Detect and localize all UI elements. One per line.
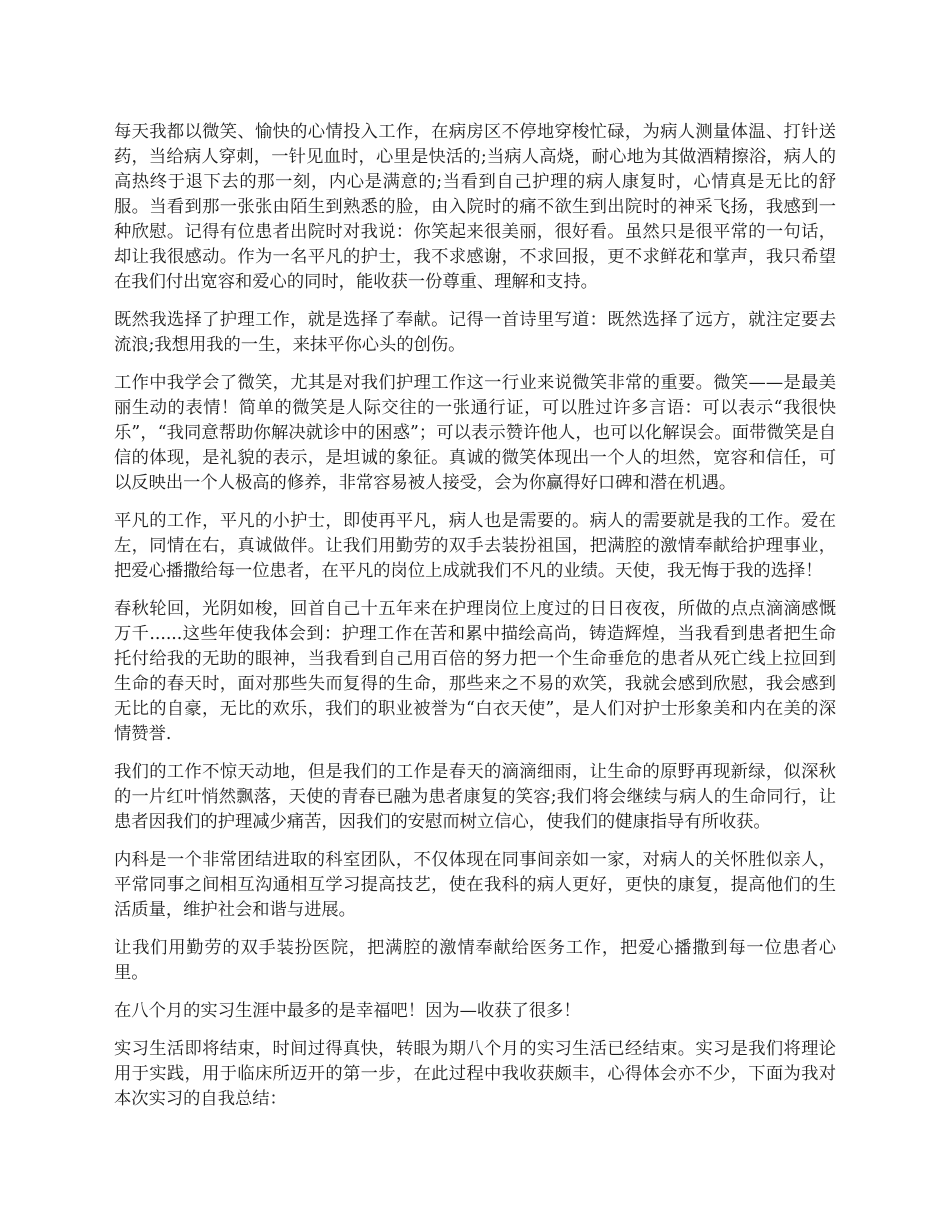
paragraph-1: 每天我都以微笑、愉快的心情投入工作，在病房区不停地穿梭忙碌，为病人测量体温、打针送药，当给病人穿刺，一针见血时，心里是快活的;当病人高烧，耐心地为其做酒精擦浴，病人的高热终于退下去的那一刻，内心是满意的;当看到自己护理的病人康复时，心情真是无比的舒服。当看到那一张张由陌生到熟悉的脸，由入院时的痛不欲生到出院时的神采飞扬，我感到一种欣慰。记得有位患者出院时对我说：你笑起来很美丽，很好看。虽然只是很平常的一句话，却让我很感动。作为一名平凡的护士，我不求感谢，不求回报，更不求鲜花和掌声，我只希望在我们付出宽容和爱心的同时，能收获一份尊重、理解和支持。	[114, 122, 836, 292]
paragraph-6: 我们的工作不惊天动地，但是我们的工作是春天的滴滴细雨，让生命的原野再现新绿，似深秋的一片红叶悄然飘落，天使的青春已融为患者康复的笑容;我们将会继续与病人的生命同行，让患者因我们的护理减少痛苦，因我们的安慰而树立信心，使我们的健康指导有所收获。	[114, 762, 836, 832]
paragraph-2: 既然我选择了护理工作，就是选择了奉献。记得一首诗里写道：既然选择了远方，就注定要去流浪;我想用我的一生，来抹平你心头的创伤。	[114, 310, 836, 355]
paragraph-4: 平凡的工作，平凡的小护士，即使再平凡，病人也是需要的。病人的需要就是我的工作。爱在左，同情在右，真诚做伴。让我们用勤劳的双手去装扮祖国，把满腔的激情奉献给护理事业，把爱心播撒给每一位患者，在平凡的岗位上成就我们不凡的业绩。天使，我无悔于我的选择！	[114, 511, 836, 581]
paragraph-10: 实习生活即将结束，时间过得真快，转眼为期八个月的实习生活已经结束。实习是我们将理论用于实践，用于临床所迈开的第一步，在此过程中我收获颇丰，心得体会亦不少，下面为我对本次实习的自我总结：	[114, 1039, 836, 1109]
paragraph-7: 内科是一个非常团结进取的科室团队，不仅体现在同事间亲如一家，对病人的关怀胜似亲人，平常同事之间相互沟通相互学习提高技艺，使在我科的病人更好，更快的康复，提高他们的生活质量，维护社会和谐与进展。	[114, 850, 836, 920]
paragraph-8: 让我们用勤劳的双手装扮医院，把满腔的激情奉献给医务工作，把爱心播撒到每一位患者心里。	[114, 938, 836, 983]
paragraph-3: 工作中我学会了微笑，尤其是对我们护理工作这一行业来说微笑非常的重要。微笑——是最美丽生动的表情！简单的微笑是人际交往的一张通行证，可以胜过许多言语：可以表示“我很快乐”，“我同意帮助你解决就诊中的困惑”；可以表示赞许他人，也可以化解误会。面带微笑是自信的体现，是礼貌的表示，是坦诚的象征。真诚的微笑体现出一个人的坦然，宽容和信任，可以反映出一个人极高的修养，非常容易被人接受，会为你赢得好口碑和潜在机遇。	[114, 373, 836, 493]
paragraph-5: 春秋轮回，光阴如梭，回首自己十五年来在护理岗位上度过的日日夜夜，所做的点点滴滴感慨万千......这些年使我体会到：护理工作在苦和累中描绘高尚，铸造辉煌，当我看到患者把生命托付给我的无助的眼神，当我看到自己用百倍的努力把一个生命垂危的患者从死亡线上拉回到生命的春天时，面对那些失而复得的生命，那些来之不易的欢笑，我就会感到欣慰，我会感到无比的自豪，无比的欢乐，我们的职业被誉为“白衣天使”，是人们对护士形象美和内在美的深情赞誉.	[114, 599, 836, 744]
paragraph-9: 在八个月的实习生涯中最多的是幸福吧！因为—收获了很多！	[114, 1001, 581, 1021]
